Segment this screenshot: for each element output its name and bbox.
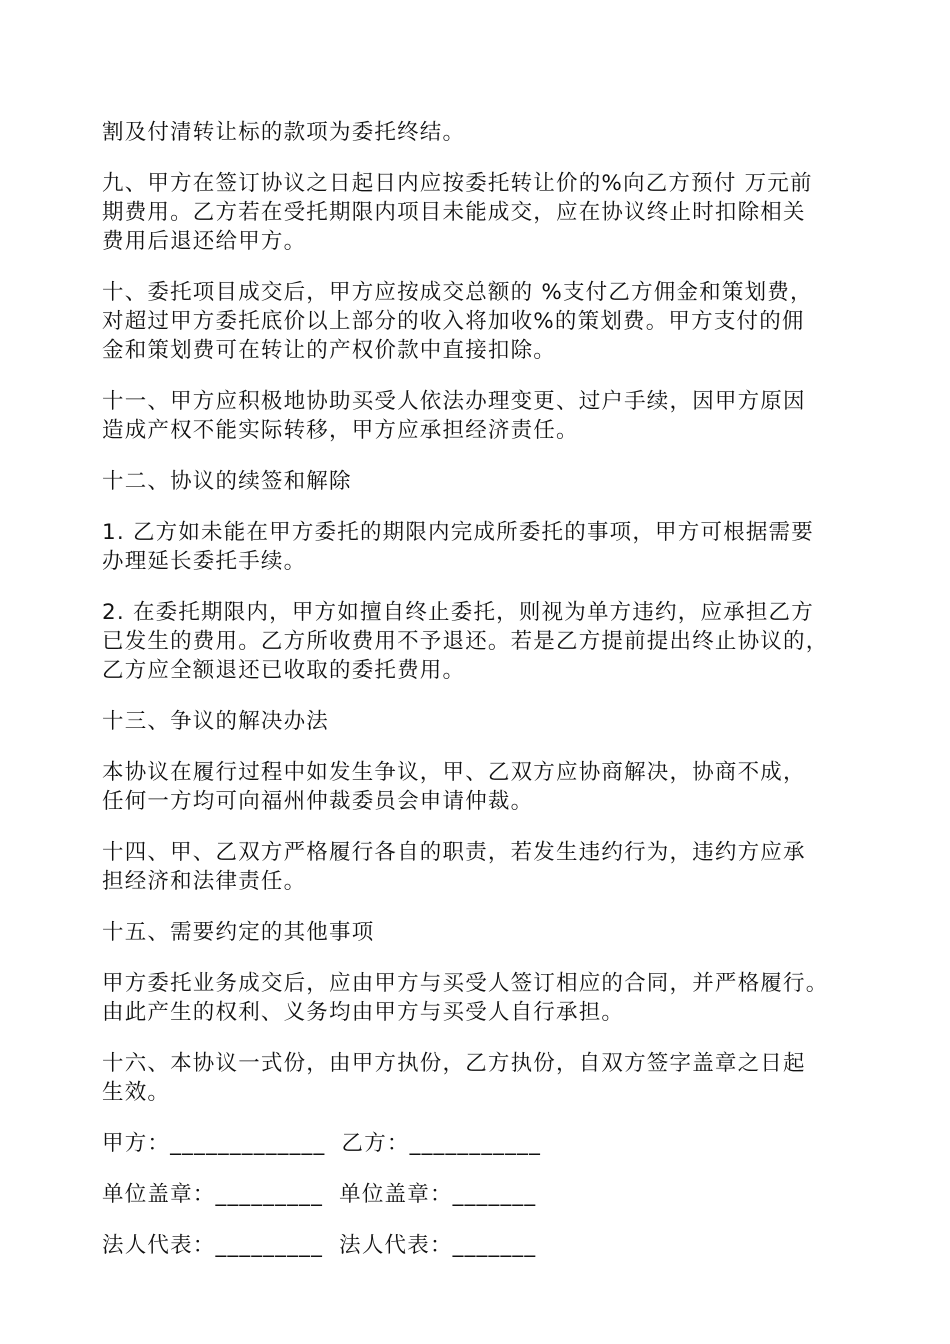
paragraph-line: 对超过甲方委托底价以上部分的收入将加收%的策划费。甲方支付的佣 [102,309,805,334]
signature-row [102,1129,872,1158]
paragraph-line: 造成产权不能实际转移，甲方应承担经济责任。 [102,418,579,443]
paragraph-line: 十四、甲、乙双方严格履行各自的职责，若发生违约行为，违约方应承 [102,840,806,865]
paragraph [102,758,872,816]
paragraph [102,707,872,736]
paragraph [102,969,872,1027]
signature-left: 甲方：_____________ [102,1131,326,1156]
paragraph-line: 甲方委托业务成交后，应由甲方与买受人签订相应的合同，并严格履行。 [102,971,829,996]
paragraph-line: 九、甲方在签订协议之日起日内应按委托转让价的%向乙方预付 万元前 [102,171,813,196]
paragraph [102,518,872,576]
signature-block [102,1129,872,1260]
paragraph-line: 金和策划费可在转让的产权价款中直接扣除。 [102,338,557,363]
paragraph-line: 乙方应全额退还已收取的委托费用。 [102,658,466,683]
paragraph-line: 十五、需要约定的其他事项 [102,920,375,945]
paragraph [102,838,872,896]
signature-row [102,1231,872,1260]
signature-gap [325,1131,341,1156]
paragraph-line: 十、委托项目成交后，甲方应按成交总额的 %支付乙方佣金和策划费， [102,280,813,305]
signature-gap [323,1182,339,1207]
paragraph-line: 十六、本协议一式份，由甲方执份，乙方执份，自双方签字盖章之日起 [102,1051,806,1076]
paragraph [102,598,872,685]
signature-left: 法人代表：_________ [102,1233,324,1258]
paragraph-line: 由此产生的权利、义务均由甲方与买受人自行承担。 [102,1000,625,1025]
paragraph-line: 办理延长委托手续。 [102,549,307,574]
paragraph [102,169,872,256]
document-page [102,118,872,1282]
paragraph-line: 期费用。乙方若在受托期限内项目未能成交，应在协议终止时扣除相关 [102,200,806,225]
paragraph-line: 十一、甲方应积极地协助买受人依法办理变更、过户手续，因甲方原因 [102,389,806,414]
paragraph-line: 十三、争议的解决办法 [102,709,330,734]
signature-right: 单位盖章：_______ [339,1182,537,1207]
signature-right: 乙方：___________ [341,1131,542,1156]
document-body [102,118,872,1107]
paragraph-line: 费用后退还给甲方。 [102,229,307,254]
paragraph [102,467,872,496]
paragraph-line: 担经济和法律责任。 [102,869,307,894]
paragraph [102,1049,872,1107]
signature-left: 单位盖章：_________ [102,1182,324,1207]
paragraph [102,918,872,947]
paragraph-line: 生效。 [102,1080,171,1105]
signature-gap [323,1233,339,1258]
paragraph-line: 已发生的费用。乙方所收费用不予退还。若是乙方提前提出终止协议的， [102,629,829,654]
paragraph [102,387,872,445]
paragraph-line: 2. 在委托期限内，甲方如擅自终止委托，则视为单方违约，应承担乙方 [102,600,814,625]
signature-right: 法人代表：_______ [339,1233,537,1258]
paragraph [102,278,872,365]
paragraph [102,118,872,147]
paragraph-line: 本协议在履行过程中如发生争议，甲、乙双方应协商解决，协商不成， [102,760,806,785]
signature-row [102,1180,872,1209]
paragraph-line: 任何一方均可向福州仲裁委员会申请仲裁。 [102,789,534,814]
paragraph-line: 1. 乙方如未能在甲方委托的期限内完成所委托的事项，甲方可根据需要 [102,520,814,545]
paragraph-line: 十二、协议的续签和解除 [102,469,352,494]
paragraph-line: 割及付清转让标的款项为委托终结。 [102,120,466,145]
